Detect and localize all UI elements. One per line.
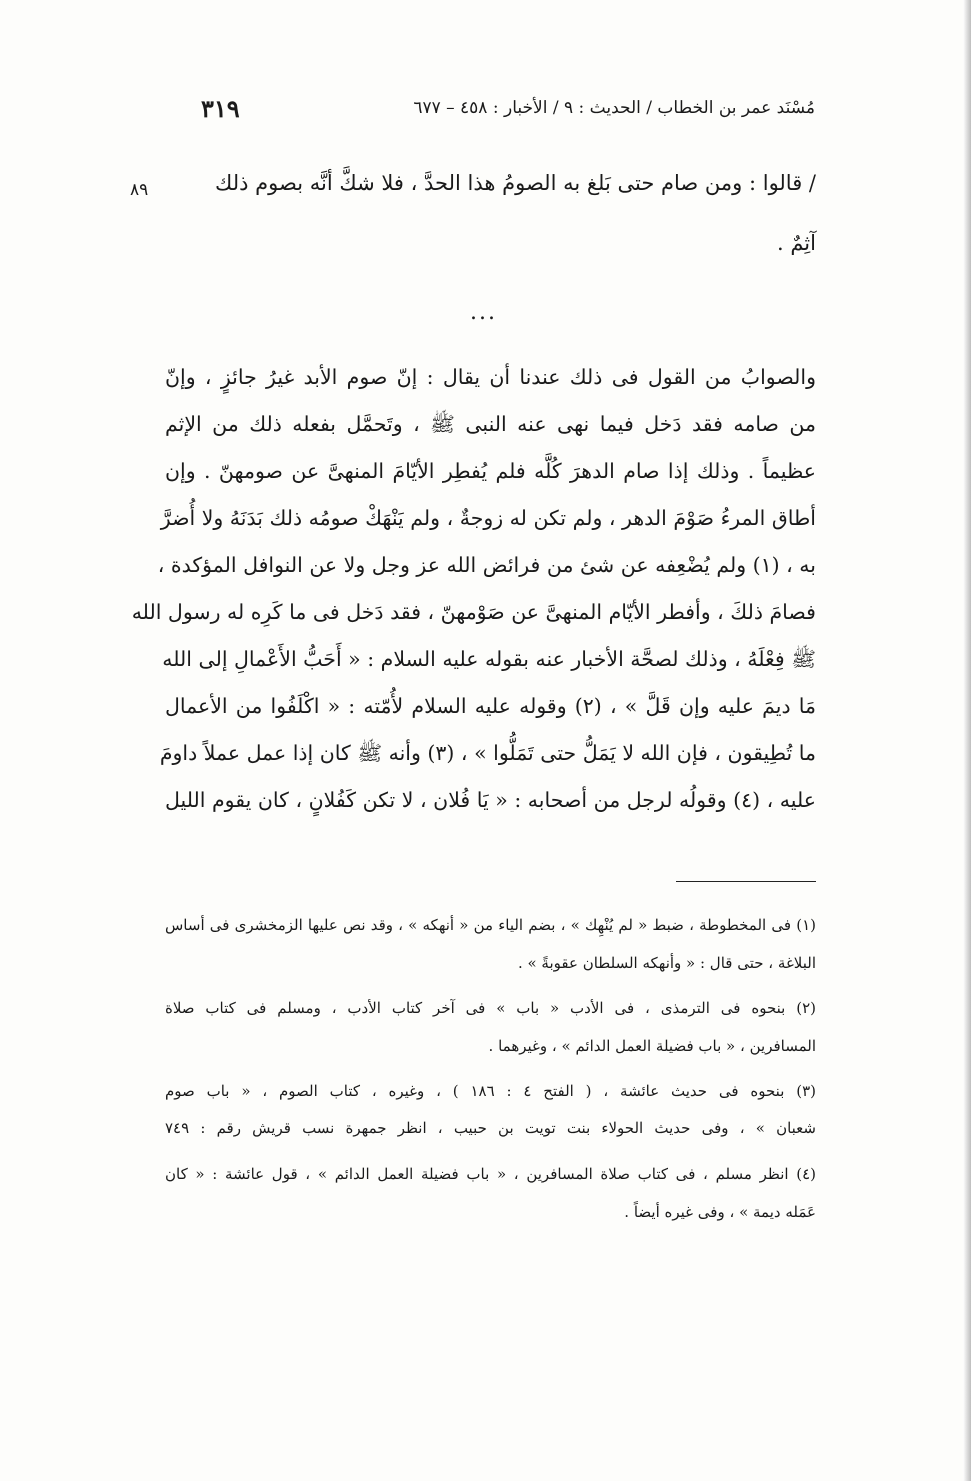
main-text-line-3: عظيماً . وذلك إذا صام الدهرَ كُلَّه فلم يُفطِر الأيّامَ المنهىَّ عن صومهنّ . وإن <box>165 459 816 483</box>
main-text-line-1: والصوابُ من القول فى ذلك عندنا أن يقال : إنّ صوم الأبد غيرُ جائزٍ ، وإنّ <box>165 365 816 389</box>
top-passage-line-1: / قالوا : ومن صام حتى بَلغ به الصومُ هذا الحدَّ ، فلا شكَّ أنَّه بصوم ذلك <box>215 171 816 195</box>
main-text-line-8: مَا ديمَ عليه وإن قَلَّ » ، (٢) وقوله عليه السلام لأُمّته : « اكْلَفُوا من الأعمال <box>165 694 816 718</box>
main-text-line-6: فصامَ ذلكَ ، وأفطر الأيّام المنهىَّ عن صَوْمهنّ ، فقد دَخل فى ما كَرِه له رسول الله <box>131 600 816 624</box>
main-text-line-4: أطاق المرءُ صَوْمَ الدهر ، ولم تكن له زوجةٌ ، ولم يَنْهَكْ صومُه ذلك بَدَنَهُ ولا أُضرَّ <box>160 506 816 530</box>
main-text-line-2: من صامه فقد دَخل فيما نهى عنه النبى ﷺ ، وتَحمَّل بفعله ذلك من الإثم <box>165 412 816 436</box>
footnote-4-line-1: (٤) انظر مسلم ، فى كتاب صلاة المسافرين ، « باب فضيلة العمل الدائم » ، قول عائشة : « كان <box>165 1165 816 1183</box>
page-number: ٣١٩ <box>201 94 240 123</box>
footnote-2-line-2: المسافرين ، « باب فضيلة العمل الدائم » ، وغيرهما . <box>488 1037 816 1055</box>
footnote-3-line-2: شعبان » ، وفى حديث الحولاء بنت تويت بن حبيب ، انظر جمهرة نسب قريش رقم : ٧٤٩ <box>165 1119 816 1137</box>
main-text-line-10: عليه ، (٤) وقولُه لرجل من أصحابه : « يَا فُلان ، لا تكن كَفُلانٍ ، كان يقوم الليل <box>165 788 816 812</box>
section-separator: ... <box>470 300 497 325</box>
running-head: مُسْنَد عمر بن الخطاب / الحديث : ٩ / الأخبار : ٤٥٨ – ٦٧٧ <box>413 98 815 118</box>
footnote-3-line-1: (٣) بنحوه فى حديث عائشة ، ( الفتح ٤ : ١٨٦ ) ، وغيره ، كتاب الصوم ، « باب صوم <box>165 1082 817 1100</box>
footnote-4-line-2: عَمَله ديمة » ، وفى غيره أيضاً . <box>624 1203 816 1221</box>
page-edge-shadow <box>963 0 971 1481</box>
main-text-line-5: به ، (١) ولم يُضْعِفه عن شئ من فرائض الله عز وجل ولا عن النوافل المؤكدة ، <box>157 553 816 577</box>
footnote-2-line-1: (٢) بنحوه فى الترمذى ، فى الأدب « باب » فى آخر كتاب الأدب ، ومسلم فى كتاب صلاة <box>165 999 816 1017</box>
top-passage-line-2: آثِمٌ . <box>776 231 816 255</box>
footnote-separator-rule <box>676 881 816 882</box>
main-text-line-9: ما تُطِيقون ، فإن الله لا يَمَلُّ حتى تَمَلُّوا » ، (٣) وأنه ﷺ كان إذا عمل عملاً داومَ <box>159 741 816 765</box>
main-text-line-7: ﷺ فِعْلَهُ ، وذلك لصحَّة الأخبار عنه بقوله عليه السلام : « أَحَبُّ الأَعْمالِ إلى الله <box>162 647 816 671</box>
margin-number: ٨٩ <box>130 180 149 200</box>
footnote-1-line-2: البلاغة ، حتى قال : « وأنهكه السلطان عقوبةً » . <box>517 954 816 972</box>
footnote-1-line-1: (١) فى المخطوطة ، ضبط « لم يُنْهِك » ، بضم الياء من « أنهكه » ، وقد نص عليها الزمخشرى فى أساس <box>165 916 816 934</box>
